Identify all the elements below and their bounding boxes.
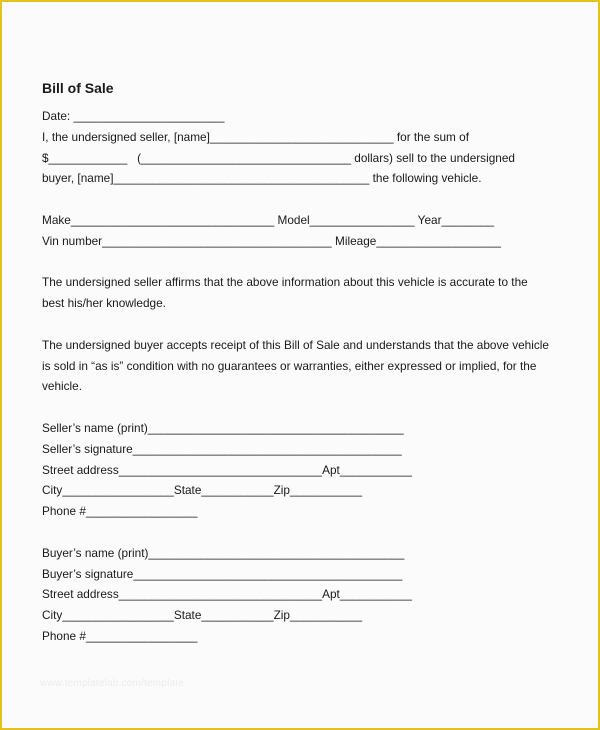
document-title: Bill of Sale [42, 80, 114, 96]
buyer-name-line: buyer, [name]_______________________________________ the following vehicle. [42, 171, 482, 186]
watermark-text: www.templatelab.com/template [40, 678, 184, 689]
buyer-fields-section [42, 543, 562, 647]
buyer-phone-field: Phone #_________________ [42, 628, 198, 643]
seller-phone-field: Phone #_________________ [42, 504, 198, 519]
paragraph-line: The undersigned seller affirms that the above information about this vehicle is accurate to the [42, 275, 528, 290]
buyer-address-field: Street address_______________________________Apt___________ [42, 587, 412, 602]
buyer-name-field: Buyer’s name (print)_______________________________________ [42, 545, 405, 560]
seller-city-field: City_________________State___________Zip___________ [42, 483, 363, 498]
seller-name-line: I, the undersigned seller, [name]____________________________ for the sum of [42, 129, 469, 144]
vin-mileage-line: Vin number___________________________________ Mileage___________________ [42, 233, 501, 248]
vehicle-section [42, 210, 562, 252]
seller-fields-section [42, 418, 562, 522]
date-line: Date: _______________________ [42, 109, 225, 123]
paragraph-line: The undersigned buyer accepts receipt of this Bill of Sale and understands that the above vehicle [42, 337, 549, 352]
make-model-year-line: Make_______________________________ Model________________ Year________ [42, 212, 495, 227]
buyer-city-field: City_________________State___________Zip___________ [42, 608, 363, 623]
buyer-signature-field: Buyer’s signature_________________________________________ [42, 566, 403, 581]
sum-line: $____________ (________________________________ dollars) sell to the undersigned [42, 150, 515, 165]
paragraph-line: is sold in “as is” condition with no guarantees or warranties, either expressed or implied, for the [42, 358, 537, 373]
paragraph-line: best his/her knowledge. [42, 296, 166, 311]
seller-name-field: Seller’s name (print)_______________________________________ [42, 420, 404, 435]
seller-signature-field: Seller’s signature_________________________________________ [42, 441, 402, 456]
seller-affirmation-paragraph [42, 272, 562, 314]
bill-of-sale-document [42, 78, 562, 647]
seller-address-field: Street address_______________________________Apt___________ [42, 462, 412, 477]
intro-section [42, 106, 562, 189]
buyer-acceptance-paragraph [42, 335, 562, 397]
paragraph-line: vehicle. [42, 379, 82, 394]
